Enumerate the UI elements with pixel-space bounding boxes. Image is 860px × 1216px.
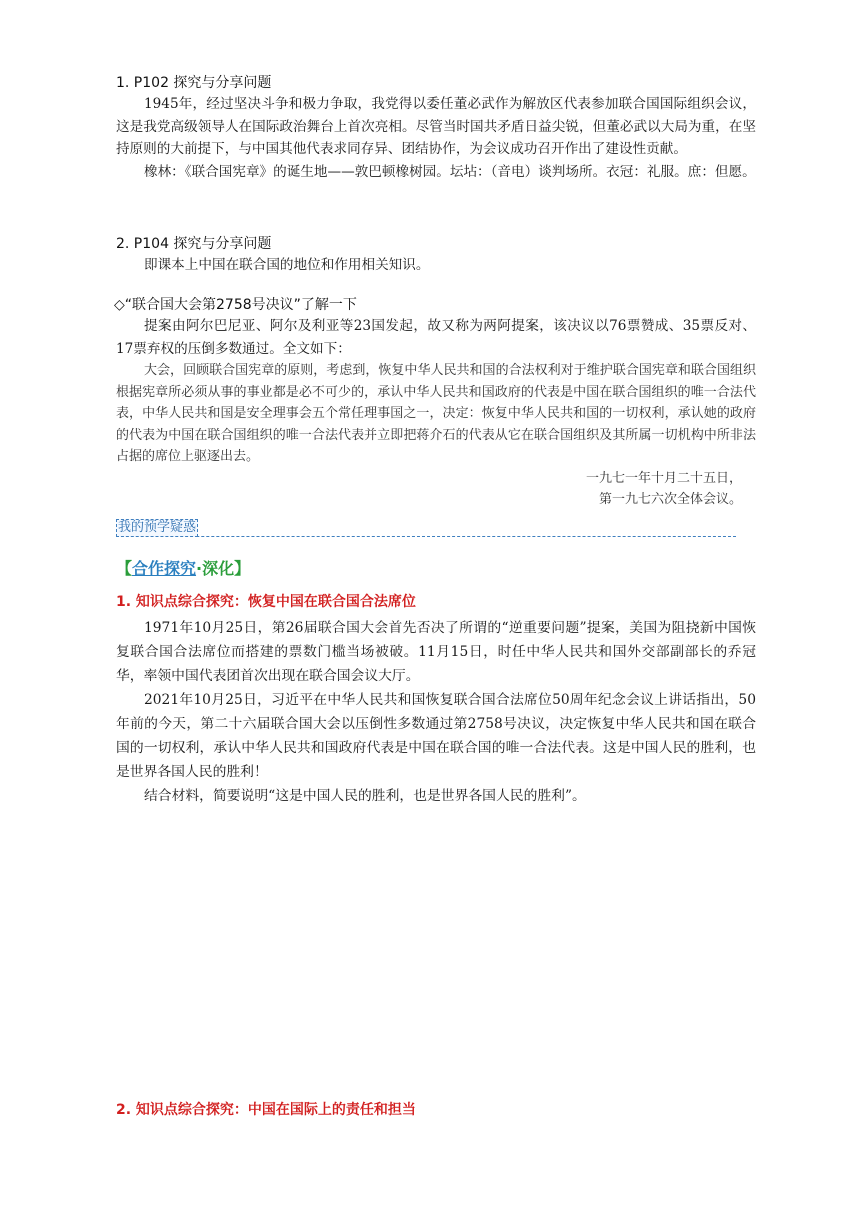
paragraph: 大会，回顾联合国宪章的原则，考虑到，恢复中华人民共和国的合法权利对于维护联合国宪章和联合国组织根据宪章所必须从事的事业都是必不可少的，承认中华人民共和国政府的代表是中国在联合国组织的唯一合法代表，中华人民共和国是安全理事会五个常任理事国之一，决定：恢复中华人民共和国的一切权利，承认她的政府的代表为中国在联合国组织的唯一合法代表并立即把蒋介石的代表从它在联合国组织及其所属一切机构中所非法占据的席位上驱逐出去。: [116, 363, 756, 464]
bracket-close: 】: [234, 559, 251, 578]
resolution-meeting: 第一九七六次全体会议。: [598, 492, 742, 507]
title-dot: ·: [196, 559, 203, 578]
preview-doubt-label: 我的预学疑惑: [118, 520, 197, 535]
paragraph: 橡林：《联合国宪章》的诞生地——敦巴顿橡树园。坛坫：（音电）谈判场所。衣冠：礼服。庶：但愿。: [144, 163, 756, 180]
section-resolution-2758: [116, 295, 756, 511]
paragraph: 提案由阿尔巴尼亚、阿尔及利亚等23国发起，故又称为两阿提案，该决议以76票赞成、35票反对、17票弃权的压倒多数通过。全文如下：: [116, 318, 756, 357]
resolution-date: 一九七一年十月二十五日，: [585, 470, 742, 486]
section-p104: [116, 234, 756, 277]
title-part-a: 合作探究: [132, 559, 197, 578]
question-heading: 2. 知识点综合探究：中国在国际上的责任和担当: [116, 1102, 416, 1118]
section-p102: [116, 73, 756, 183]
paragraph: 2021年10月25日，习近平在中华人民共和国恢复联合国合法席位50周年纪念会议上讲话指出，50年前的今天，第二十六届联合国大会以压倒性多数通过第2758号决议，决定恢复中华人民共和国在联合国的一切权利，承认中华人民共和国政府代表是中国在联合国的唯一合法代表。这是中国人民的胜利，也是世界各国人民的胜利！: [116, 692, 756, 780]
bracket-open: 【: [116, 559, 133, 578]
section-heading: 2. P104 探究与分享问题: [116, 236, 272, 252]
title-part-b: 深化: [202, 559, 235, 578]
paragraph: 即课本上中国在联合国的地位和作用相关知识。: [144, 257, 430, 273]
question-prompt: 结合材料，简要说明“这是中国人民的胜利，也是世界各国人民的胜利”。: [144, 788, 586, 804]
section-heading: 1. P102 探究与分享问题: [116, 75, 272, 91]
section-title-cooperation: [116, 557, 250, 581]
resolution-quote: [116, 360, 756, 468]
question-2: [116, 1100, 756, 1120]
question-heading: 1. 知识点综合探究：恢复中国在联合国合法席位: [116, 594, 416, 610]
preview-doubt-field[interactable]: [116, 516, 736, 537]
paragraph: 1971年10月25日，第26届联合国大会首先否决了所谓的“逆重要问题”提案，美国为阻挠新中国恢复联合国合法席位而搭建的票数门槛当场被破。11月15日，时任中华人民共和国外交部副部长的乔冠华，率领中国代表团首次出现在联合国会议大厅。: [116, 620, 756, 684]
section-heading: ◇“联合国大会第2758号决议”了解一下: [114, 297, 357, 313]
paragraph: 1945年，经过坚决斗争和极力争取，我党得以委任董必武作为解放区代表参加联合国国际组织会议，这是我党高级领导人在国际政治舞台上首次亮相。尽管当时国共矛盾日益尖锐，但董必武以大局为重，在坚持原则的大前提下，与中国其他代表求同存异、团结协作，为会议成功召开作出了建设性贡献。: [116, 96, 756, 157]
answer-area[interactable]: [116, 800, 736, 1090]
question-1: [116, 592, 756, 808]
